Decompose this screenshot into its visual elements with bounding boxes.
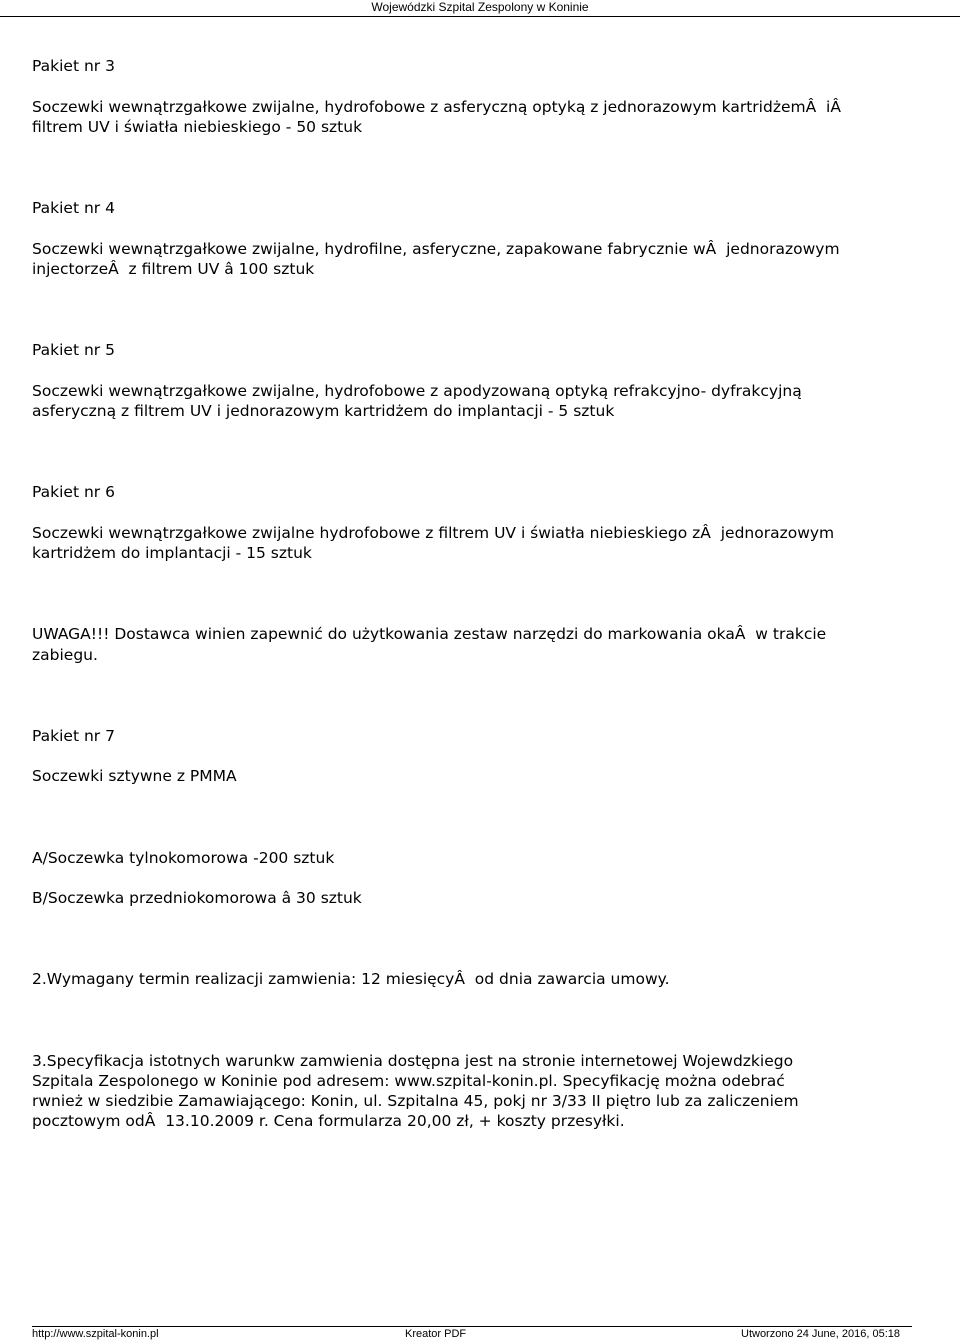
blank-line: [32, 503, 928, 523]
blank-line: [32, 137, 928, 157]
text-line: B/Soczewka przedniokomorowa â 30 sztuk: [32, 889, 362, 908]
blank-line: [32, 320, 928, 340]
blank-line: [32, 421, 928, 441]
text-line: A/Soczewka tylnokomorowa -200 sztuk: [32, 848, 335, 867]
blank-line: [32, 868, 928, 888]
blank-line: [32, 1132, 928, 1152]
blank-line: [32, 604, 928, 624]
blank-line: [32, 178, 928, 198]
blank-line: [32, 157, 928, 177]
blank-line: [32, 584, 928, 604]
blank-line: [32, 563, 928, 583]
blank-line: [32, 1030, 928, 1050]
blank-line: [32, 706, 928, 726]
text-line: pocztowym odÂ 13.10.2009 r. Cena formularza 20,00 zł, + koszty przesyłki.: [32, 1112, 625, 1131]
blank-line: [32, 1010, 928, 1030]
text-line: Soczewki wewnątrzgałkowe zwijalne hydrofobowe z filtrem UV i światła niebieskiego zÂ jednorazowym: [32, 523, 835, 542]
text-line: injectorzeÂ z filtrem UV â 100 sztuk: [32, 259, 315, 278]
text-line: 2.Wymagany termin realizacji zamwienia: 12 miesięcyÂ od dnia zawarcia umowy.: [32, 970, 670, 989]
text-line: zabiegu.: [32, 645, 103, 664]
text-line: Pakiet nr 3: [32, 57, 115, 75]
header-title: Wojewódzki Szpital Zespolony w Koninie: [371, 0, 589, 14]
blank-line: [32, 807, 928, 827]
text-line: Szpitala Zespolonego w Koninie pod adresem: www.szpital-konin.pl. Specyfikację można odebrać: [32, 1071, 785, 1090]
blank-line: [32, 665, 928, 685]
text-line: filtrem UV i światła niebieskiego - 50 sztuk: [32, 117, 363, 136]
blank-line: [32, 76, 928, 96]
blank-line: [32, 442, 928, 462]
blank-line: [32, 990, 928, 1010]
text-line: Pakiet nr 6: [32, 483, 115, 502]
blank-line: [32, 218, 928, 238]
header-divider: [0, 16, 960, 17]
footer-url-link[interactable]: http://www.szpital-konin.pl: [32, 1328, 159, 1340]
document-body: [32, 56, 928, 1152]
text-line: 3.Specyfikacja istotnych warunkw zamwienia dostępna jest na stronie internetowej Wojewdzkiego: [32, 1051, 794, 1070]
blank-line: [32, 279, 928, 299]
text-line: Soczewki wewnątrzgałkowe zwijalne, hydrofilne, asferyczne, zapakowane fabrycznie wÂ jednorazowym: [32, 239, 840, 258]
text-line: Soczewki wewnątrzgałkowe zwijalne, hydrofobowe z apodyzowaną optyką refrakcyjno- dyfrakcyjną: [32, 381, 802, 400]
blank-line: [32, 908, 928, 928]
blank-line: [32, 360, 928, 380]
text-line: kartridżem do implantacji - 15 sztuk: [32, 544, 312, 563]
blank-line: [32, 787, 928, 807]
blank-line: [32, 827, 928, 847]
blank-line: [32, 685, 928, 705]
text-line: Pakiet nr 4: [32, 199, 115, 218]
blank-line: [32, 949, 928, 969]
blank-line: [32, 462, 928, 482]
blank-line: [32, 929, 928, 949]
footer-created-date: Utworzono 24 June, 2016, 05:18: [741, 1328, 901, 1340]
page-footer: [0, 1326, 960, 1341]
blank-line: [32, 746, 928, 766]
text-line: Pakiet nr 5: [32, 341, 115, 360]
footer-generator: Kreator PDF: [405, 1328, 467, 1340]
text-line: Soczewki sztywne z PMMA: [32, 767, 237, 786]
text-line: Soczewki wewnątrzgałkowe zwijalne, hydrofobowe z asferyczną optyką z jednorazowym kartridżemÂ iÂ: [32, 97, 846, 116]
text-line: asferyczną z filtrem UV i jednorazowym kartridżem do implantacji - 5 sztuk: [32, 402, 615, 421]
text-line: rwnież w siedzibie Zamawiającego: Konin, ul. Szpitalna 45, pokj nr 3/33 II piętro lub za zaliczeniem: [32, 1092, 799, 1111]
page-header: [0, 0, 960, 15]
blank-line: [32, 300, 928, 320]
text-line: UWAGA!!! Dostawca winien zapewnić do użytkowania zestaw narzędzi do markowania okaÂ w trakcie: [32, 625, 827, 644]
text-line: Pakiet nr 7: [32, 726, 115, 745]
